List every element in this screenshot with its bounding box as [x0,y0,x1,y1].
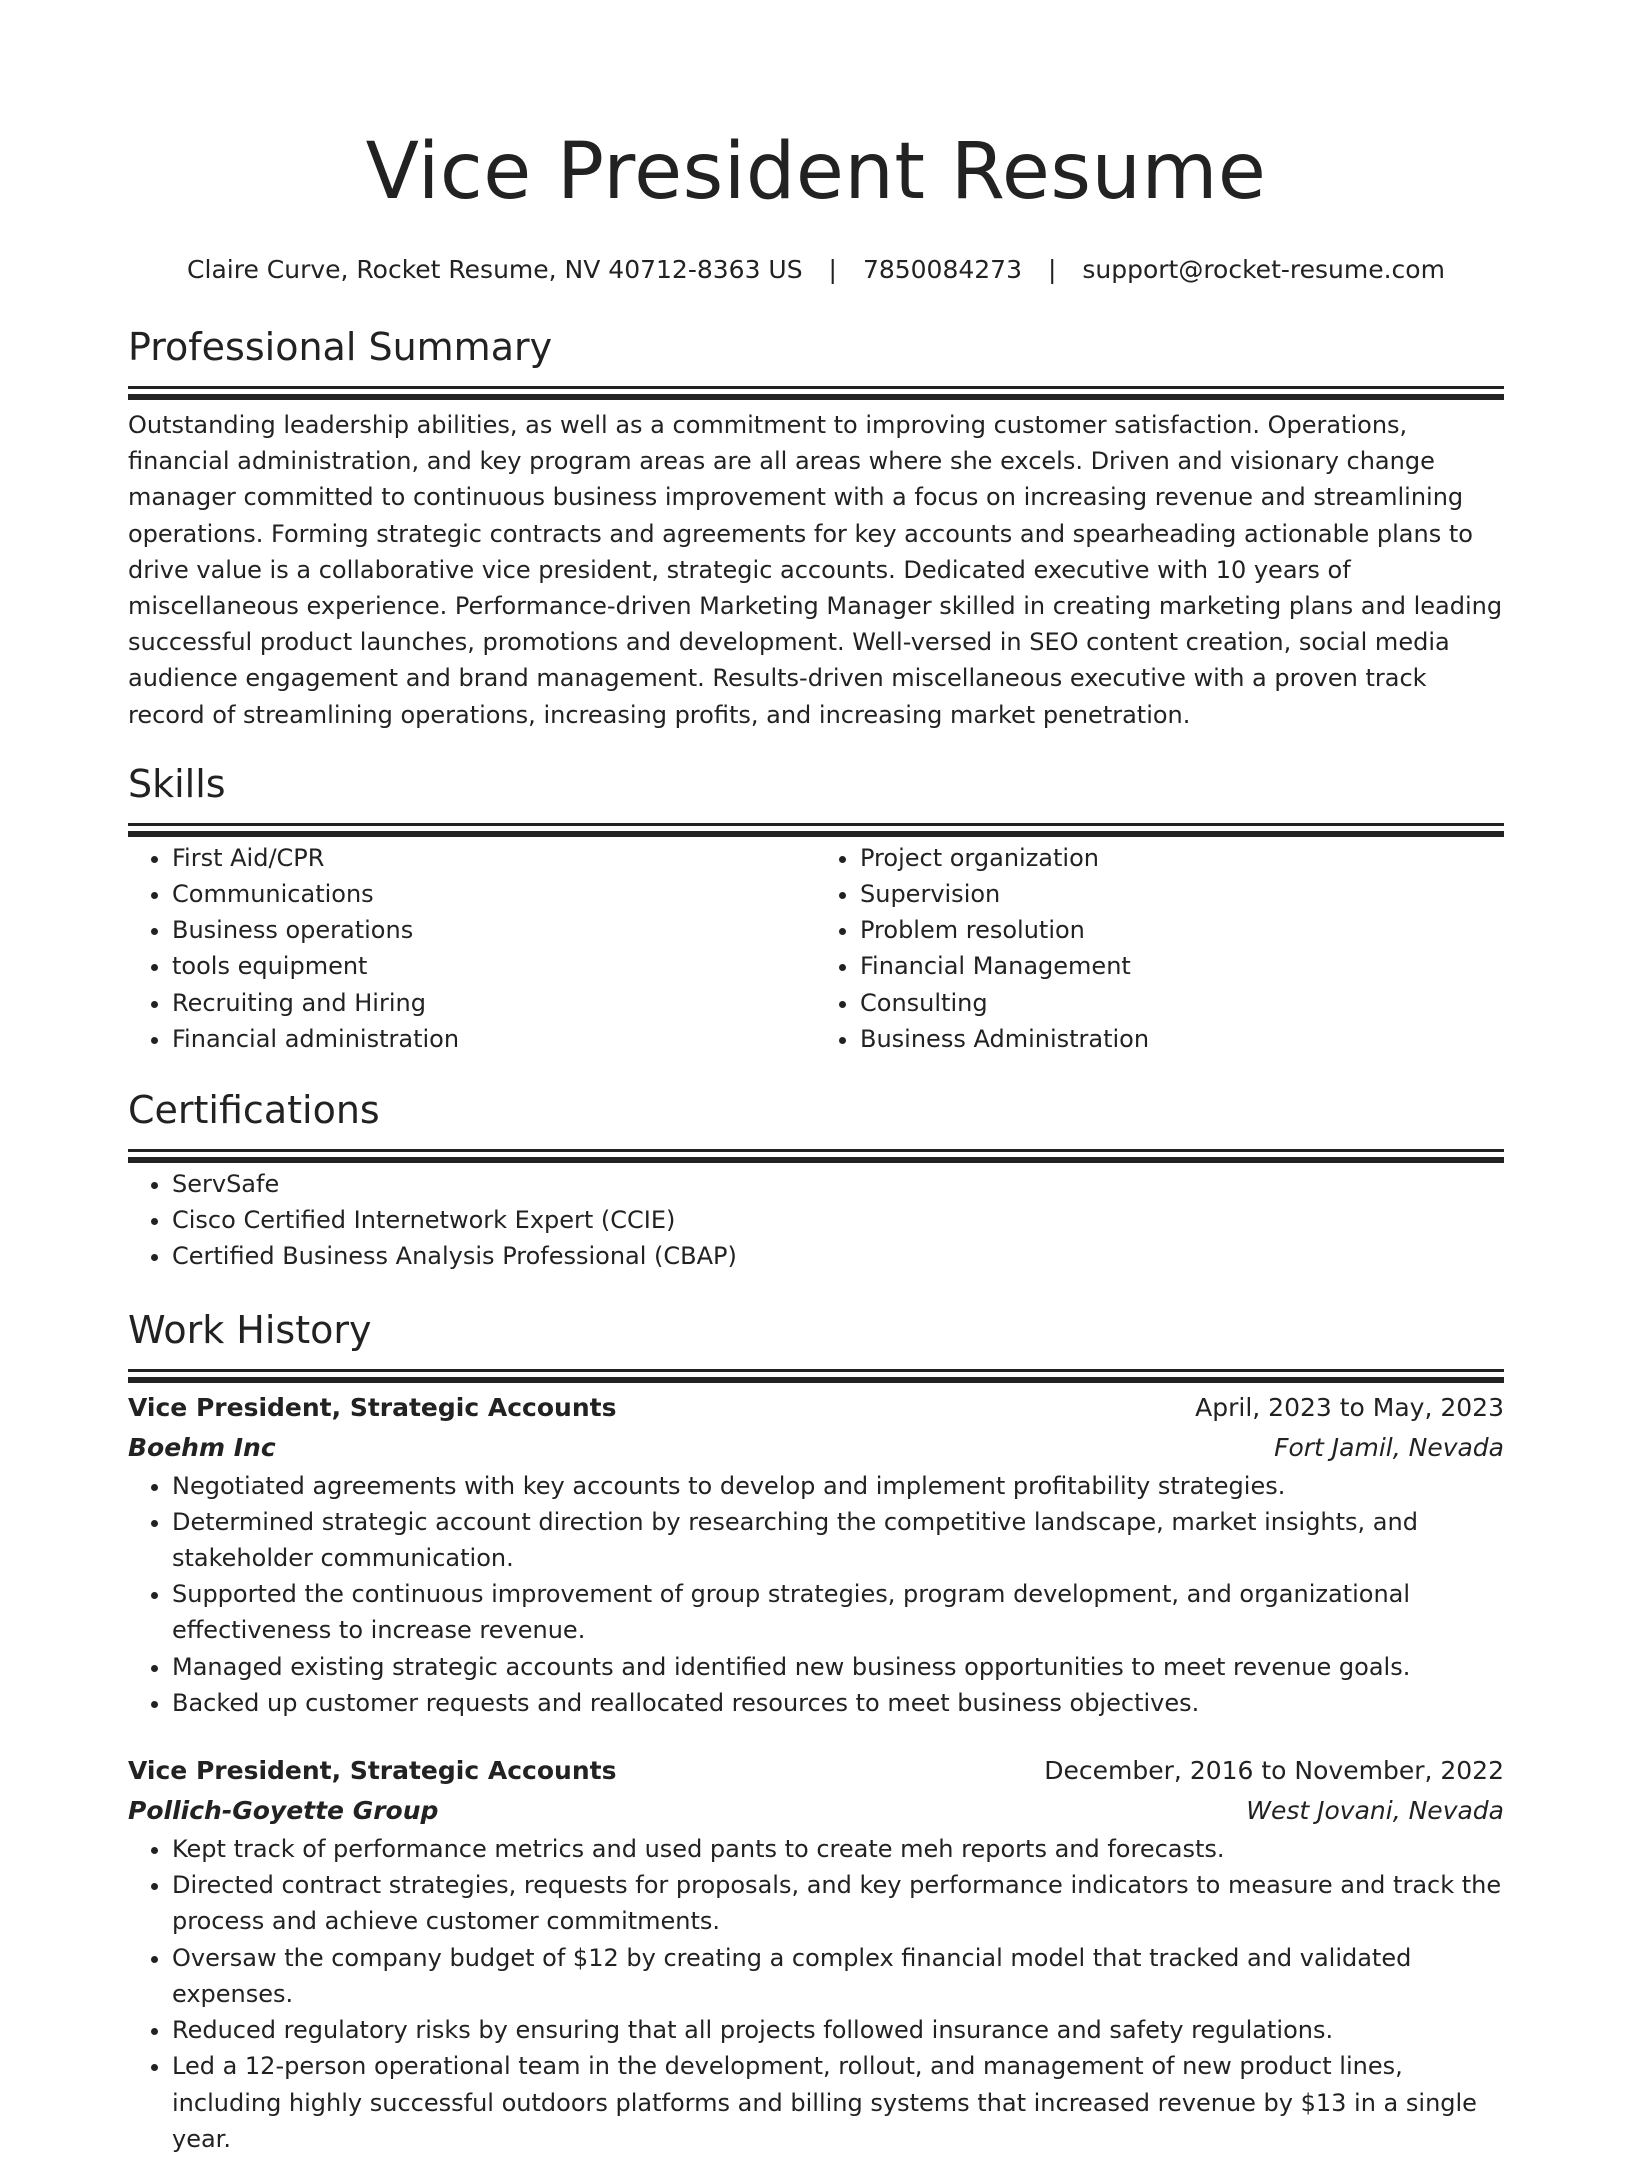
skills-column-left [128,840,816,1057]
job-location: Fort Jamil, Nevada [1274,1432,1504,1462]
job-bullet: • Oversaw the company budget of $12 by creating a complex financial model that tracked and validated expenses. [172,1940,1504,2012]
contact-line [128,252,1504,288]
section-divider [128,1149,1504,1152]
job-header [128,1751,1504,1791]
skill-item: • Financial administration [172,1021,816,1057]
contact-separator: | [828,255,837,284]
job-dates: December, 2016 to November, 2022 [1044,1756,1504,1786]
skill-item: • Problem resolution [860,912,1504,948]
job-subheader [128,1428,1504,1468]
certification-item: • Cisco Certified Internetwork Expert (CCIE) [172,1202,1504,1238]
job-dates: April, 2023 to May, 2023 [1195,1392,1504,1422]
section-heading-skills: Skills [128,761,226,806]
section-heading-work-history: Work History [128,1307,372,1352]
skills-column-right [816,840,1504,1057]
job-entry [128,1388,1504,1721]
section-heading-certifications: Certifications [128,1088,380,1133]
resume-title: Vice President Resume [365,127,1267,217]
job-bullet: • Backed up customer requests and reallocated resources to meet business objectives. [172,1685,1504,1721]
skills-grid [128,840,1504,1057]
resume-page [128,0,1504,2157]
section-heading-summary: Professional Summary [128,325,553,369]
skill-item: • Financial Management [860,948,1504,984]
job-bullet: • Directed contract strategies, requests for proposals, and key performance indicators to measure and track the process and achieve customer commitments. [172,1867,1504,1939]
job-bullet: • Reduced regulatory risks by ensuring that all projects followed insurance and safety regulations. [172,2012,1504,2048]
contact-phone: 7850084273 [862,255,1022,284]
skill-item: • First Aid/CPR [172,840,816,876]
job-bullet: • Negotiated agreements with key accounts to develop and implement profitability strategies. [172,1468,1504,1504]
contact-separator: | [1047,255,1057,284]
certification-item: • ServSafe [172,1166,1504,1202]
certification-item: • Certified Business Analysis Professional (CBAP) [172,1238,1504,1274]
skill-item: • Business operations [172,912,816,948]
job-bullet: • Determined strategic account direction by researching the competitive landscape, market insights, and stakeholder communication. [172,1504,1504,1576]
job-subheader [128,1791,1504,1831]
skill-item: • Project organization [860,840,1504,876]
job-title: Vice President, Strategic Accounts [128,1756,617,1786]
job-bullet: • Managed existing strategic accounts and identified new business opportunities to meet revenue goals. [172,1649,1504,1685]
skill-item: • Recruiting and Hiring [172,985,816,1021]
work-history-section [128,1305,1504,2157]
job-bullet: • Kept track of performance metrics and used pants to create meh reports and forecasts. [172,1831,1504,1867]
job-bullet: • Led a 12-person operational team in the development, rollout, and management of new product lines, including highly successful outdoors platforms and billing systems that increased revenue by $13 in a single year. [172,2048,1504,2157]
contact-address: Claire Curve, Rocket Resume, NV 40712-8363 US [187,255,803,284]
section-divider [128,386,1504,389]
section-divider [128,823,1504,826]
skill-item: • Communications [172,876,816,912]
skill-item: • Supervision [860,876,1504,912]
certifications-section [128,1085,1504,1275]
section-divider [128,1369,1504,1372]
skill-item: • Business Administration [860,1021,1504,1057]
job-entry [128,1751,1504,2157]
summary-section [128,322,1504,733]
job-location: West Jovani, Nevada [1246,1796,1504,1826]
job-bullet: • Supported the continuous improvement of group strategies, program development, and organizational effectiveness to increase revenue. [172,1576,1504,1648]
job-header [128,1388,1504,1428]
job-company: Pollich-Goyette Group [128,1796,439,1826]
job-company: Boehm Inc [128,1432,276,1462]
skill-item: • tools equipment [172,948,816,984]
skills-section [128,759,1504,1057]
job-title: Vice President, Strategic Accounts [128,1392,617,1422]
summary-text: Outstanding leadership abilities, as well as a commitment to improving customer satisfaction. Operations, financial administration, and key program areas are all areas where she excels. Driven and visionary change manager committed to continuous business improvement with a focus on increasing revenue and streamlining operations. Forming strategic contracts and agreements for key accounts and spearheading actionable plans to drive value is a collaborative vice president, strategic accounts. Dedicated executive with 10 years of miscellaneous experience. Performance-driven Marketing Manager skilled in creating marketing plans and leading successful product launches, promotions and development. Well-versed in SEO content creation, social media audience engagement and brand management. Results-driven miscellaneous executive with a proven track record of streamlining operations, increasing profits, and increasing market penetration. [128,411,1503,729]
contact-email: support@rocket-resume.com [1082,255,1445,284]
skill-item: • Consulting [860,985,1504,1021]
